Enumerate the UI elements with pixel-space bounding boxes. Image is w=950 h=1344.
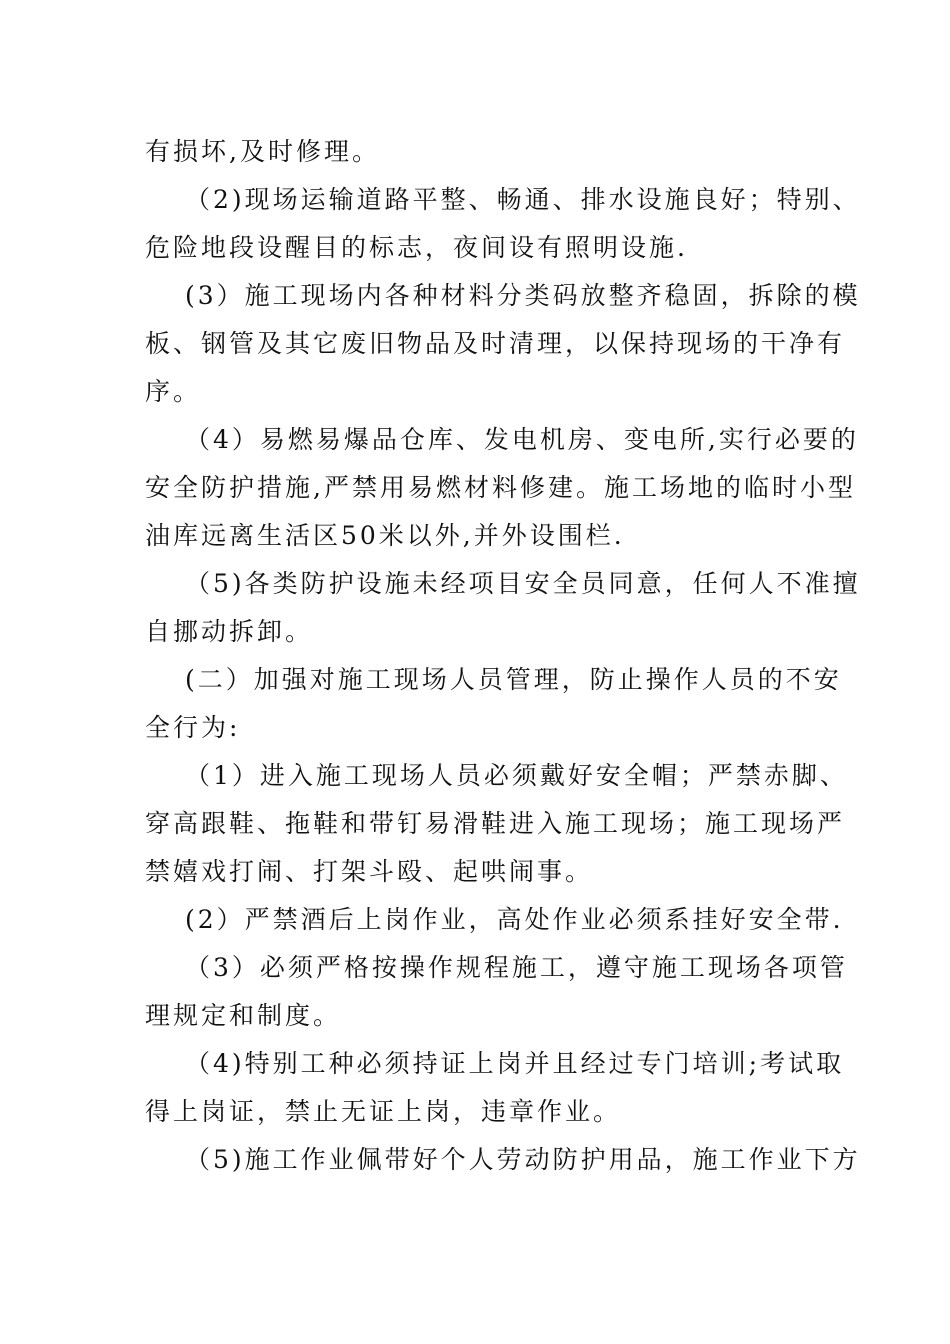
text-line: 有损坏,及时修理。 [145, 137, 380, 166]
text-line: 得上岗证，禁止无证上岗，违章作业。 [145, 1097, 622, 1126]
text-line: （4)特别工种必须持证上岗并且经过专门培训;考试取 [185, 1049, 845, 1078]
document-body [145, 128, 861, 1184]
text-line: 禁嬉戏打闹、打架斗殴、起哄闹事。 [145, 857, 594, 886]
text-line: （4）易燃易爆品仓库、发电机房、变电所,实行必要的 [185, 425, 859, 454]
text-line: 理规定和制度。 [145, 1001, 342, 1030]
text-line: (3）施工现场内各种材料分类码放整齐稳固，拆除的模 [185, 281, 861, 310]
text-line: 穿高跟鞋、拖鞋和带钉易滑鞋进入施工现场；施工现场严 [145, 809, 846, 838]
text-line: （5)施工作业佩带好个人劳动防护用品，施工作业下方 [185, 1145, 861, 1174]
text-line: （2)现场运输道路平整、畅通、排水设施良好；特别、 [185, 185, 861, 214]
text-line: 板、钢管及其它废旧物品及时清理，以保持现场的干净有 [145, 329, 846, 358]
text-line: 安全防护措施,严禁用易燃材料修建。施工场地的临时小型 [145, 473, 856, 502]
text-line: 序。 [145, 377, 202, 406]
text-line: 全行为: [145, 713, 241, 742]
text-line: （5)各类防护设施未经项目安全员同意，任何人不准擅 [185, 569, 861, 598]
text-line: 自挪动拆卸。 [145, 617, 314, 646]
text-line: （3）必须严格按操作规程施工，遵守施工现场各项管 [185, 953, 848, 982]
text-line: (2）严禁酒后上岗作业，高处作业必须系挂好安全带. [185, 905, 844, 934]
text-line: 油库远离生活区50米以外,并外设围栏. [145, 521, 625, 550]
text-line: (二）加强对施工现场人员管理，防止操作人员的不安 [185, 665, 842, 694]
text-line: 危险地段设醒目的标志，夜间设有照明设施. [145, 233, 688, 262]
text-line: （1）进入施工现场人员必须戴好安全帽；严禁赤脚、 [185, 761, 848, 790]
